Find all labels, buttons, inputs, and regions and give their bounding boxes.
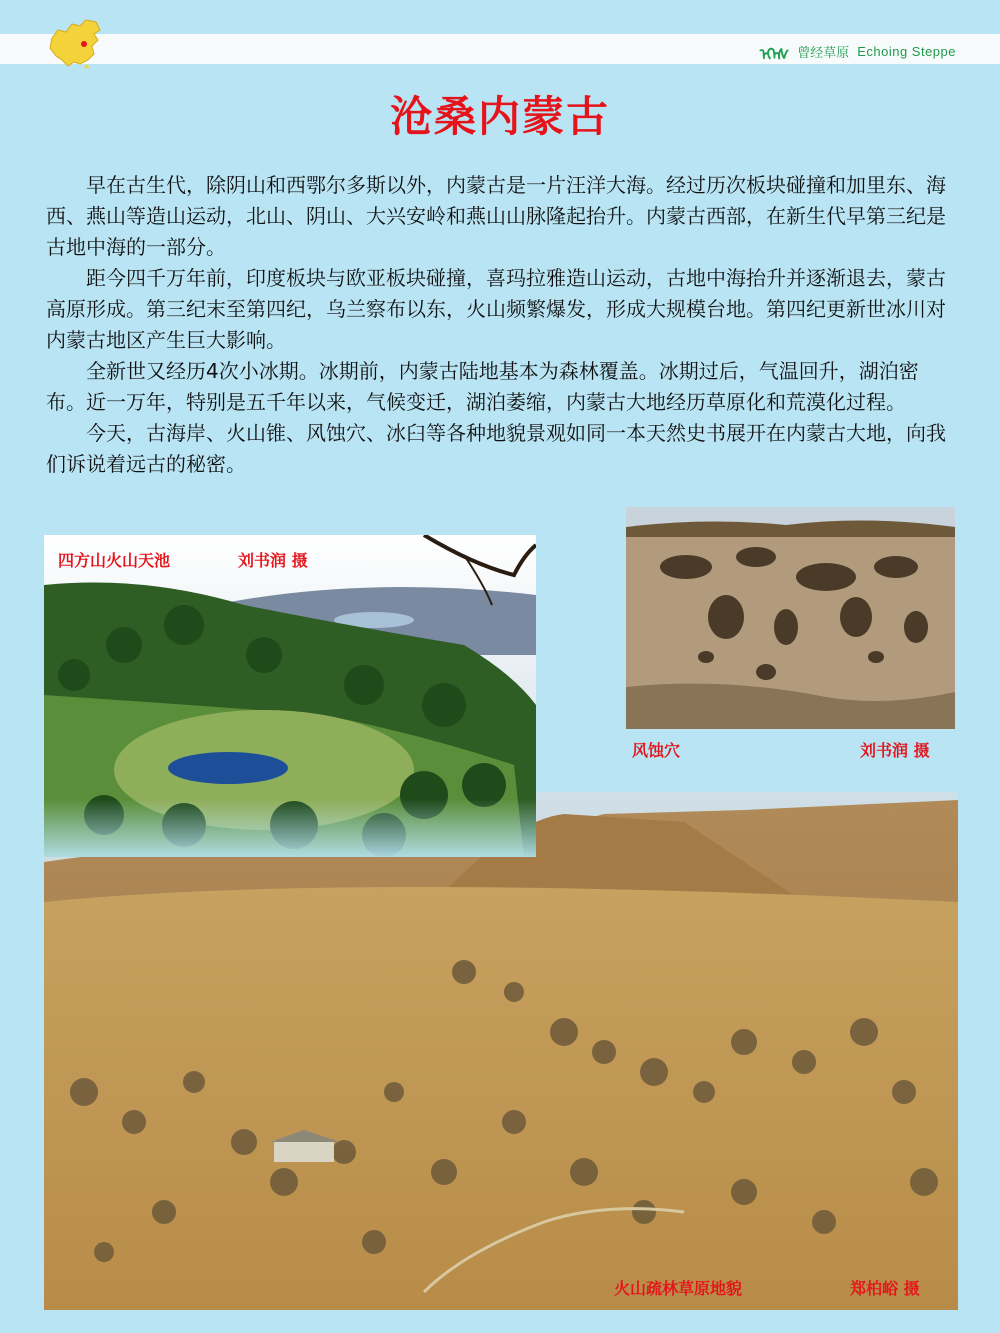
china-map-icon bbox=[44, 16, 106, 70]
caption-wind-erosion: 风蚀穴 bbox=[632, 741, 681, 760]
credit-grassland: 郑柏峪 摄 bbox=[850, 1279, 920, 1298]
photo-wind-erosion-caves bbox=[626, 507, 955, 729]
photo-crater-lake bbox=[44, 535, 536, 857]
paragraph-2: 距今四千万年前，印度板块与欧亚板块碰撞，喜玛拉雅造山运动，古地中海抬升并逐渐退去，蒙古高原形成。第三纪末至第四纪，乌兰察布以东，火山频繁爆发，形成大规模台地。第四纪更新世冰川对内蒙古地区产生巨大影响。 bbox=[46, 266, 946, 352]
credit-crater-lake: 刘书润 摄 bbox=[238, 551, 308, 570]
credit-wind-erosion: 刘书润 摄 bbox=[860, 741, 930, 760]
paragraph-4: 今天，古海岸、火山锥、风蚀穴、冰臼等各种地貌景观如同一本天然史书展开在内蒙古大地，向我们诉说着远古的秘密。 bbox=[46, 421, 946, 476]
caption-crater-lake: 四方山火山天池 bbox=[58, 551, 171, 570]
paragraph-3: 全新世又经历4次小冰期。冰期前，内蒙古陆地基本为森林覆盖。冰期过后，气温回升，湖泊密布。近一万年，特别是五千年以来，气候变迁，湖泊萎缩，内蒙古大地经历草原化和荒漠化过程。 bbox=[46, 359, 919, 414]
header-title-en: Echoing Steppe bbox=[857, 43, 956, 59]
article-body bbox=[46, 170, 958, 480]
page-title: 沧桑内蒙古 bbox=[389, 92, 610, 141]
header-title-cn: 曾经草原 bbox=[797, 45, 850, 61]
photo-volcanic-grassland bbox=[44, 792, 958, 1310]
header-brand bbox=[760, 40, 956, 62]
mongolian-script-logo: ᠡᠬᠡᠰ bbox=[759, 45, 790, 64]
caption-grassland: 火山疏林草原地貌 bbox=[614, 1279, 743, 1298]
paragraph-1: 早在古生代，除阴山和西鄂尔多斯以外，内蒙古是一片汪洋大海。经过历次板块碰撞和加里东、海西、燕山等造山运动，北山、阴山、大兴安岭和燕山山脉隆起抬升。内蒙古西部，在新生代早第三纪是古地中海的一部分。 bbox=[46, 173, 946, 259]
